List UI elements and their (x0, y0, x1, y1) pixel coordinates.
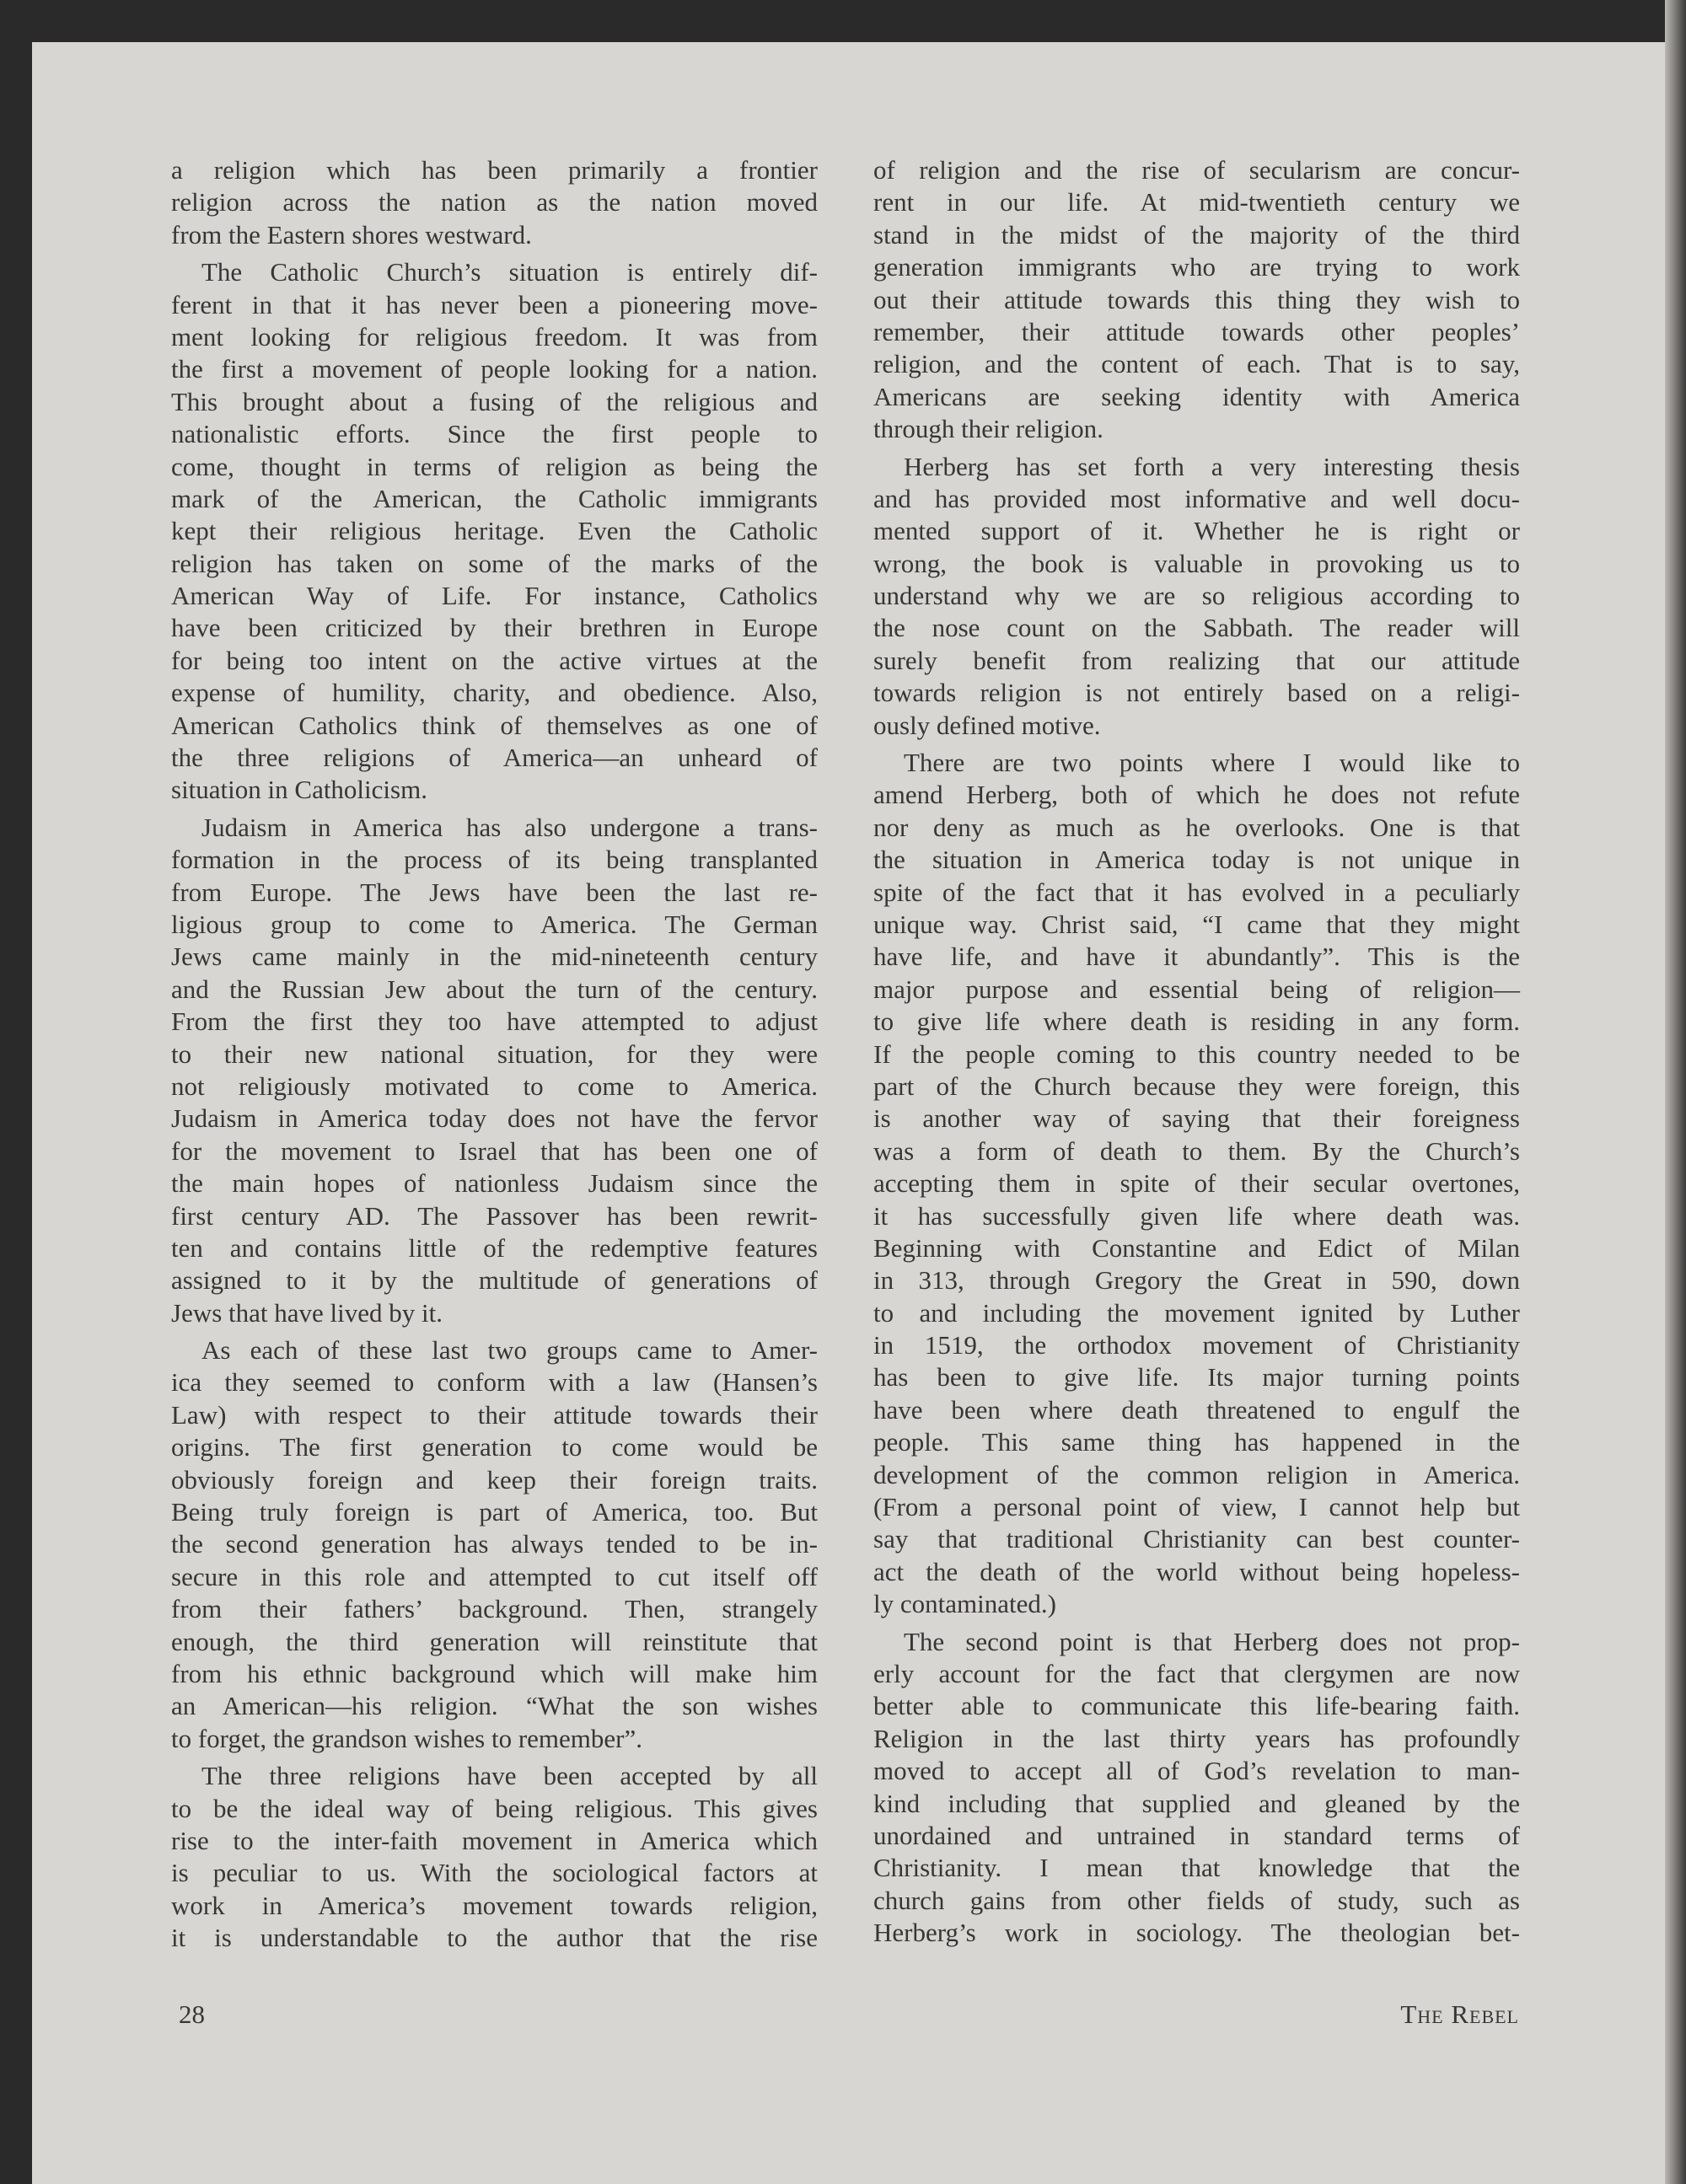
text-line: expense of humility, charity, and obedience. Also, (171, 678, 818, 708)
text-line: come, thought in terms of religion as being the (171, 451, 818, 481)
text-line: (From a personal point of view, I cannot help but (873, 1492, 1520, 1522)
text-line: religion has taken on some of the marks of the (171, 548, 818, 578)
text-line: major purpose and essential being of religion— (873, 974, 1520, 1004)
right-column (873, 154, 1520, 1949)
text-line: understand why we are so religious according to (873, 581, 1520, 611)
text-line: people. This same thing has happened in the (873, 1427, 1520, 1457)
text-line: through their religion. (873, 414, 1103, 444)
text-line: ment looking for religious freedom. It was from (171, 321, 818, 351)
text-line: religion, and the content of each. That is to say, (873, 349, 1520, 379)
text-line: kept their religious heritage. Even the Catholic (171, 516, 818, 546)
text-line: first century AD. The Passover has been rewrit- (171, 1200, 818, 1231)
text-line: to and including the movement ignited by Luther (873, 1297, 1520, 1328)
paragraph (873, 451, 1520, 743)
text-line: in 313, through Gregory the Great in 590, down (873, 1265, 1520, 1296)
text-line: the first a movement of people looking for a nation. (171, 354, 818, 384)
text-line: ten and contains little of the redemptive features (171, 1232, 818, 1263)
text-line: moved to accept all of God’s revelation to man- (873, 1756, 1520, 1786)
text-line: ly contaminated.) (873, 1589, 1056, 1619)
text-line: If the people coming to this country needed to be (873, 1038, 1520, 1069)
text-line: is another way of saying that their foreigness (873, 1103, 1520, 1134)
text-line: in 1519, the orthodox movement of Christianity (873, 1330, 1520, 1360)
text-line: situation in Catholicism. (171, 775, 427, 805)
text-line: to be the ideal way of being religious. This gives (171, 1793, 818, 1823)
text-line: unordained and untrained in standard terms of (873, 1820, 1520, 1850)
text-line: an American—his religion. “What the son wishes (171, 1691, 818, 1721)
paragraph (171, 812, 818, 1329)
text-line: act the death of the world without being hopeless- (873, 1556, 1520, 1586)
text-line: Herberg has set forth a very interesting thesis (904, 451, 1520, 481)
text-line: from the Eastern shores westward. (171, 219, 532, 250)
text-line: say that traditional Christianity can best counter- (873, 1524, 1520, 1554)
text-line: work in America’s movement towards religion, (171, 1890, 818, 1920)
text-line: from his ethnic background which will make him (171, 1658, 818, 1688)
text-line: wrong, the book is valuable in provoking us to (873, 548, 1520, 578)
text-line: spite of the fact that it has evolved in a peculiarly (873, 877, 1520, 907)
text-line: The three religions have been accepted by all (201, 1761, 818, 1791)
text-line: American Catholics think of themselves as one of (171, 710, 818, 740)
text-line: The second point is that Herberg does not prop- (904, 1626, 1520, 1656)
paragraph (171, 1760, 818, 1954)
paragraph (873, 1626, 1520, 1950)
text-line: part of the Church because they were foreign, this (873, 1071, 1520, 1101)
text-line: Jews that have lived by it. (171, 1297, 443, 1328)
text-line: the situation in America today is not unique in (873, 845, 1520, 875)
paragraph (873, 747, 1520, 1621)
text-line: obviously foreign and keep their foreign traits. (171, 1464, 818, 1494)
text-line: This brought about a fusing of the religious and (171, 386, 818, 416)
text-line: Religion in the last thirty years has profoundly (873, 1723, 1520, 1753)
paragraph (171, 1334, 818, 1755)
publication-title: The Rebel (1400, 1999, 1519, 2029)
text-line: assigned to it by the multitude of generations of (171, 1265, 818, 1296)
text-line: towards religion is not entirely based on a religi- (873, 678, 1520, 708)
text-line: and has provided most informative and well docu- (873, 483, 1520, 513)
text-line: have been where death threatened to engulf the (873, 1394, 1520, 1425)
paragraph (873, 154, 1520, 446)
text-line: development of the common religion in America. (873, 1459, 1520, 1489)
text-line: amend Herberg, both of which he does not refute (873, 780, 1520, 810)
text-line: Christianity. I mean that knowledge that the (873, 1853, 1520, 1883)
text-line: From the first they too have attempted to adjust (171, 1006, 818, 1037)
text-line: generation immigrants who are trying to work (873, 252, 1520, 282)
text-line: Herberg’s work in sociology. The theologian bet- (873, 1918, 1520, 1948)
text-line: and the Russian Jew about the turn of the century. (171, 974, 818, 1004)
text-line: for the movement to Israel that has been one of (171, 1135, 818, 1166)
left-column (171, 154, 818, 1954)
text-line: it is understandable to the author that the rise (171, 1923, 818, 1953)
text-line: surely benefit from realizing that our attitude (873, 645, 1520, 675)
text-line: Being truly foreign is part of America, too. But (171, 1497, 818, 1527)
text-line: remember, their attitude towards other peoples’ (873, 316, 1520, 346)
text-line: enough, the third generation will reinstitute that (171, 1626, 818, 1656)
page-number: 28 (179, 1999, 205, 2029)
text-line: Jews came mainly in the mid-nineteenth century (171, 942, 818, 972)
text-line: ica they seemed to conform with a law (Hansen’s (171, 1367, 818, 1398)
text-line: unique way. Christ said, “I came that they might (873, 909, 1520, 939)
text-line: Beginning with Constantine and Edict of Milan (873, 1232, 1520, 1263)
text-line: nationalistic efforts. Since the first people to (171, 419, 818, 449)
text-line: secure in this role and attempted to cut itself off (171, 1561, 818, 1591)
text-line: Law) with respect to their attitude towards their (171, 1399, 818, 1430)
text-line: stand in the midst of the majority of the third (873, 219, 1520, 250)
text-line: There are two points where I would like to (904, 748, 1520, 778)
text-line: of religion and the rise of secularism are concur- (873, 155, 1520, 185)
text-line: As each of these last two groups came to Amer- (201, 1335, 818, 1366)
text-line: religion across the nation as the nation moved (171, 187, 818, 217)
text-line: erly account for the fact that clergymen are now (873, 1658, 1520, 1688)
text-line: ferent in that it has never been a pioneering move- (171, 289, 818, 319)
text-line: out their attitude towards this thing they wish to (873, 284, 1520, 314)
text-line: the nose count on the Sabbath. The reader will (873, 613, 1520, 643)
text-line: has been to give life. Its major turning points (873, 1362, 1520, 1393)
text-line: to forget, the grandson wishes to remember”. (171, 1723, 642, 1753)
page-edge-shadow (1665, 0, 1686, 2184)
text-line: rise to the inter-faith movement in America which (171, 1825, 818, 1855)
text-line: to give life where death is residing in any form. (873, 1006, 1520, 1037)
text-line: the three religions of America—an unheard of (171, 743, 818, 773)
text-line: American Way of Life. For instance, Catholics (171, 581, 818, 611)
text-line: ligious group to come to America. The German (171, 909, 818, 939)
text-line: mented support of it. Whether he is right or (873, 516, 1520, 546)
text-line: The Catholic Church’s situation is entirely dif- (201, 257, 818, 287)
paragraph (171, 256, 818, 807)
text-line: origins. The first generation to come would be (171, 1432, 818, 1462)
text-line: church gains from other fields of study, such as (873, 1885, 1520, 1915)
text-line: better able to communicate this life-bearing faith. (873, 1691, 1520, 1721)
text-line: rent in our life. At mid-twentieth century we (873, 187, 1520, 217)
text-line: have been criticized by their brethren in Europe (171, 613, 818, 643)
text-line: formation in the process of its being transplanted (171, 845, 818, 875)
text-line: from Europe. The Jews have been the last re- (171, 877, 818, 907)
text-line: for being too intent on the active virtues at the (171, 645, 818, 675)
text-line: the second generation has always tended to be in- (171, 1529, 818, 1559)
text-line: from their fathers’ background. Then, strangely (171, 1594, 818, 1624)
text-line: kind including that supplied and gleaned by the (873, 1788, 1520, 1818)
text-line: accepting them in spite of their secular overtones, (873, 1168, 1520, 1199)
text-line: to their new national situation, for they were (171, 1038, 818, 1069)
text-line: is peculiar to us. With the sociological factors at (171, 1858, 818, 1888)
text-line: a religion which has been primarily a frontier (171, 155, 818, 185)
text-line: not religiously motivated to come to America. (171, 1071, 818, 1101)
text-line: it has successfully given life where death was. (873, 1200, 1520, 1231)
text-line: have life, and have it abundantly”. This is the (873, 942, 1520, 972)
text-line: nor deny as much as he overlooks. One is that (873, 812, 1520, 842)
text-line: Judaism in America has also undergone a trans- (201, 812, 818, 842)
text-line: Americans are seeking identity with America (873, 381, 1520, 411)
paragraph (171, 154, 818, 251)
text-line: mark of the American, the Catholic immigrants (171, 483, 818, 513)
text-line: the main hopes of nationless Judaism since the (171, 1168, 818, 1199)
text-line: was a form of death to them. By the Church’s (873, 1135, 1520, 1166)
text-line: Judaism in America today does not have the fervor (171, 1103, 818, 1134)
text-line: ously defined motive. (873, 710, 1101, 740)
